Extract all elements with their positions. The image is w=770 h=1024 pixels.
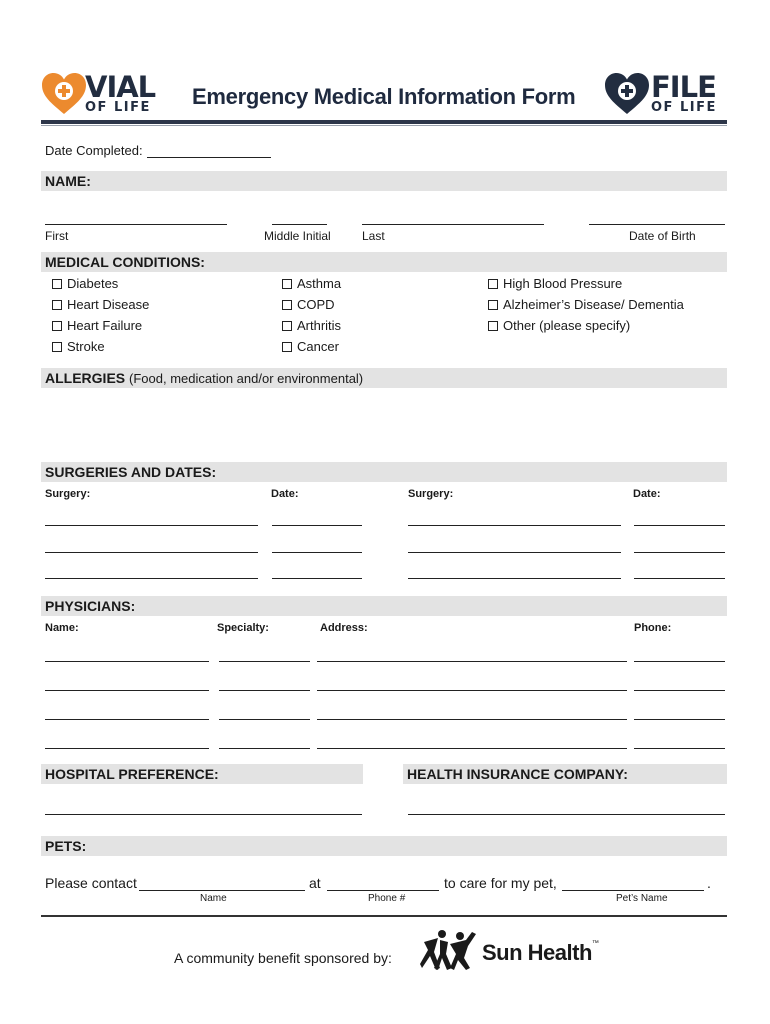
condition-label: High Blood Pressure <box>503 276 623 291</box>
condition-heart-disease[interactable] <box>52 297 149 312</box>
first-caption: First <box>45 229 69 243</box>
physician-phone-col: Phone: <box>634 622 672 634</box>
pets-sentence-part1: Please contact <box>45 875 137 891</box>
physician-name-line[interactable] <box>45 690 209 691</box>
date-completed-field[interactable] <box>147 157 271 158</box>
physician-specialty-line[interactable] <box>219 690 310 691</box>
physician-address-line[interactable] <box>317 661 627 662</box>
insurance-bar <box>403 764 727 784</box>
middle-initial-field[interactable] <box>272 224 327 225</box>
pet-contact-phone-field[interactable] <box>327 890 439 891</box>
condition-high-blood-pressure[interactable] <box>488 276 622 291</box>
medical-conditions-bar <box>41 252 727 272</box>
first-name-field[interactable] <box>45 224 227 225</box>
vial-logo-word: VIAL <box>85 70 156 104</box>
medical-conditions-heading: MEDICAL CONDITIONS: <box>45 254 205 270</box>
hospital-field[interactable] <box>45 814 362 815</box>
middle-initial-caption: Middle Initial <box>264 229 331 243</box>
vial-of-life-logo <box>41 72 166 118</box>
surgery-date-line[interactable] <box>634 552 725 553</box>
surgery-line[interactable] <box>408 552 621 553</box>
condition-arthritis[interactable] <box>282 318 341 333</box>
condition-label: Heart Disease <box>67 297 150 312</box>
condition-label: COPD <box>297 297 335 312</box>
checkbox[interactable] <box>488 300 498 310</box>
physician-phone-line[interactable] <box>634 719 725 720</box>
insurance-heading: HEALTH INSURANCE COMPANY: <box>407 766 628 782</box>
physician-phone-line[interactable] <box>634 690 725 691</box>
condition-other[interactable] <box>488 318 630 333</box>
condition-label: Arthritis <box>297 318 342 333</box>
hospital-heading: HOSPITAL PREFERENCE: <box>45 766 219 782</box>
pet-contact-phone-caption: Phone # <box>368 893 406 904</box>
condition-label: Other (please specify) <box>503 318 631 333</box>
date-completed-label: Date Completed: <box>45 143 143 158</box>
heart-cross-icon <box>41 72 87 116</box>
surgery-date-line[interactable] <box>272 578 362 579</box>
checkbox[interactable] <box>282 300 292 310</box>
physician-name-col: Name: <box>45 622 79 634</box>
sun-health-figures-icon <box>420 928 480 972</box>
sun-health-name: Sun Health <box>482 940 592 965</box>
surgeries-bar <box>41 462 727 482</box>
physician-name-line[interactable] <box>45 748 209 749</box>
physicians-bar <box>41 596 727 616</box>
pet-contact-name-caption: Name <box>200 893 227 904</box>
surgery-date-line[interactable] <box>272 525 362 526</box>
pet-contact-name-field[interactable] <box>139 890 305 891</box>
checkbox[interactable] <box>52 342 62 352</box>
physician-address-line[interactable] <box>317 748 627 749</box>
dob-caption: Date of Birth <box>629 229 696 243</box>
pets-bar <box>41 836 727 856</box>
surgery-col-2: Surgery: <box>408 488 454 500</box>
sun-health-logo <box>482 940 598 966</box>
condition-cancer[interactable] <box>282 339 339 354</box>
checkbox[interactable] <box>488 321 498 331</box>
allergies-field[interactable] <box>41 390 727 458</box>
trademark: ™ <box>591 940 599 947</box>
physician-address-col: Address: <box>320 622 368 634</box>
pets-sentence-part3: to care for my pet, <box>444 875 557 891</box>
condition-copd[interactable] <box>282 297 335 312</box>
pet-name-caption: Pet’s Name <box>616 893 668 904</box>
physician-address-line[interactable] <box>317 690 627 691</box>
physicians-heading: PHYSICIANS: <box>45 598 136 614</box>
allergies-bar <box>41 368 727 388</box>
header-rule-thin <box>41 125 727 126</box>
checkbox[interactable] <box>52 279 62 289</box>
allergies-heading: ALLERGIES <box>45 370 126 386</box>
surgery-col-1: Surgery: <box>45 488 91 500</box>
physician-name-line[interactable] <box>45 719 209 720</box>
pets-sentence-part4: . <box>707 875 711 891</box>
physician-address-line[interactable] <box>317 719 627 720</box>
vial-logo-sub: OF LIFE <box>85 100 151 115</box>
condition-diabetes[interactable] <box>52 276 118 291</box>
surgery-date-line[interactable] <box>272 552 362 553</box>
name-section-bar <box>41 171 727 191</box>
physician-name-line[interactable] <box>45 661 209 662</box>
file-logo-sub: OF LIFE <box>651 100 717 115</box>
physician-phone-line[interactable] <box>634 661 725 662</box>
surgery-line[interactable] <box>408 578 621 579</box>
physician-specialty-line[interactable] <box>219 719 310 720</box>
footer-rule <box>41 915 727 917</box>
condition-asthma[interactable] <box>282 276 341 291</box>
condition-heart-failure[interactable] <box>52 318 142 333</box>
checkbox[interactable] <box>282 321 292 331</box>
surgery-line[interactable] <box>408 525 621 526</box>
last-caption: Last <box>362 229 385 243</box>
sponsor-text: A community benefit sponsored by: <box>174 950 392 966</box>
surgery-date-line[interactable] <box>634 578 725 579</box>
physician-specialty-line[interactable] <box>219 748 310 749</box>
pet-name-field[interactable] <box>562 890 704 891</box>
page-title: Emergency Medical Information Form <box>192 84 576 109</box>
condition-label: Diabetes <box>67 276 119 291</box>
allergies-subheading: (Food, medication and/or environmental) <box>129 371 364 386</box>
dob-field[interactable] <box>589 224 725 225</box>
condition-label: Stroke <box>67 339 105 354</box>
insurance-field[interactable] <box>408 814 725 815</box>
condition-label: Heart Failure <box>67 318 143 333</box>
file-of-life-logo <box>604 72 726 118</box>
physician-specialty-col: Specialty: <box>217 622 269 634</box>
surgery-line[interactable] <box>45 525 258 526</box>
checkbox[interactable] <box>282 342 292 352</box>
checkbox[interactable] <box>488 279 498 289</box>
pets-sentence-part2: at <box>309 875 321 891</box>
condition-alzheimers[interactable] <box>488 297 684 312</box>
surgery-date-line[interactable] <box>634 525 725 526</box>
condition-label: Alzheimer’s Disease/ Dementia <box>503 297 684 312</box>
physician-phone-line[interactable] <box>634 748 725 749</box>
surgery-line[interactable] <box>45 552 258 553</box>
surgeries-heading: SURGERIES AND DATES: <box>45 464 217 480</box>
allergies-heading-wrap <box>45 370 363 386</box>
hospital-bar <box>41 764 363 784</box>
checkbox[interactable] <box>52 300 62 310</box>
date-col-2: Date: <box>633 488 661 500</box>
name-heading: NAME: <box>45 173 91 189</box>
header-rule <box>41 120 727 124</box>
condition-stroke[interactable] <box>52 339 105 354</box>
date-col-1: Date: <box>271 488 299 500</box>
last-name-field[interactable] <box>362 224 544 225</box>
surgery-line[interactable] <box>45 578 258 579</box>
checkbox[interactable] <box>282 279 292 289</box>
physician-specialty-line[interactable] <box>219 661 310 662</box>
heart-cross-icon <box>604 72 650 116</box>
file-logo-word: FILE <box>651 70 716 104</box>
condition-label: Cancer <box>297 339 339 354</box>
condition-label: Asthma <box>297 276 342 291</box>
pets-heading: PETS: <box>45 838 87 854</box>
checkbox[interactable] <box>52 321 62 331</box>
